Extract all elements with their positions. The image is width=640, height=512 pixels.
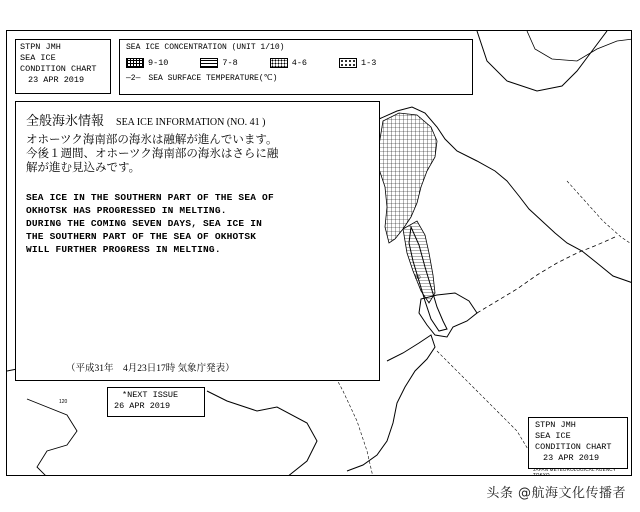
- chart-name-line1: SEA ICE: [20, 53, 56, 63]
- info-title-jp: 全般海氷情報: [26, 113, 105, 128]
- sea-ice-info-box: [15, 101, 380, 381]
- chart-title-box: [15, 39, 111, 94]
- legend-item-7-8: 7-8: [200, 58, 237, 68]
- source-watermark: 头条 @航海文化传播者: [486, 486, 626, 501]
- bottom-chart-date: 23 APR 2019: [543, 453, 600, 463]
- legend-item-1-3: 1-3: [339, 58, 376, 68]
- chart-frame: [6, 30, 632, 476]
- legend-box: [119, 39, 473, 95]
- sst-symbol: —2—: [126, 73, 141, 83]
- issued-note: （平成31年 4月23日17時 気象庁発表）: [66, 364, 235, 374]
- grid-pattern-icon: [126, 58, 144, 68]
- legend-header: SEA ICE CONCENTRATION (UNIT 1/10): [126, 43, 285, 52]
- bottom-station-code: STPN JMH: [535, 420, 576, 430]
- kamchatka-coast: [527, 31, 632, 61]
- legend-item-4-6: 4-6: [270, 58, 307, 68]
- info-text-jp: オホーツク海南部の海氷は融解が進んでいます。 今後１週間、オホーツク海南部の海氷はさらに融 解が進む見込みです。: [26, 134, 279, 174]
- legend-item-9-10: 9-10: [126, 58, 168, 68]
- korea-coast: [207, 391, 317, 476]
- coarse-dot-pattern-icon: [339, 58, 357, 68]
- next-issue-label: *NEXT ISSUE: [122, 390, 179, 400]
- chart-date: 23 APR 2019: [28, 75, 85, 85]
- sst-isotherm-3: [567, 181, 632, 245]
- next-issue-box: [107, 387, 205, 417]
- sst-label: SEA SURFACE TEMPERATURE(℃): [148, 74, 278, 83]
- sst-isotherm-2: [437, 351, 529, 451]
- kuril-islands: [477, 237, 615, 313]
- fine-dot-pattern-icon: [270, 58, 288, 68]
- bottom-chart-name-line2: CONDITION CHART: [535, 442, 612, 452]
- legend-swatches: [126, 58, 466, 68]
- lon-label-120: 120: [59, 399, 68, 405]
- horizontal-pattern-icon: [200, 58, 218, 68]
- station-code: STPN JMH: [20, 42, 61, 52]
- lat-label-50: 50: [415, 275, 421, 281]
- info-header: [26, 110, 369, 129]
- ice-9-10-region: [379, 113, 437, 243]
- bottom-title-box: [528, 417, 628, 469]
- bottom-chart-name-line1: SEA ICE: [535, 431, 571, 441]
- info-title-en: SEA ICE INFORMATION (NO. 41 ): [116, 117, 266, 128]
- legend-sst-row: [126, 73, 466, 83]
- coastline-mainland-east: [477, 31, 607, 91]
- chart-name-line2: CONDITION CHART: [20, 64, 97, 74]
- agency-credit: JAPAN METEOROLOGICAL AGENCY TOKYO: [533, 467, 616, 476]
- info-text-en: SEA ICE IN THE SOUTHERN PART OF THE SEA OF OKHOTSK HAS PROGRESSED IN MELTING. DURING THE COMING SEVEN DAYS, SEA ICE IN THE SOUTHERN PART OF THE SEA OF OKHOTSK WILL FURTHER PROGRESS IN MELTING.: [26, 192, 274, 255]
- next-issue-date: 26 APR 2019: [114, 401, 171, 411]
- bohai-coast: [27, 399, 77, 476]
- ice-7-8-region: [403, 221, 435, 303]
